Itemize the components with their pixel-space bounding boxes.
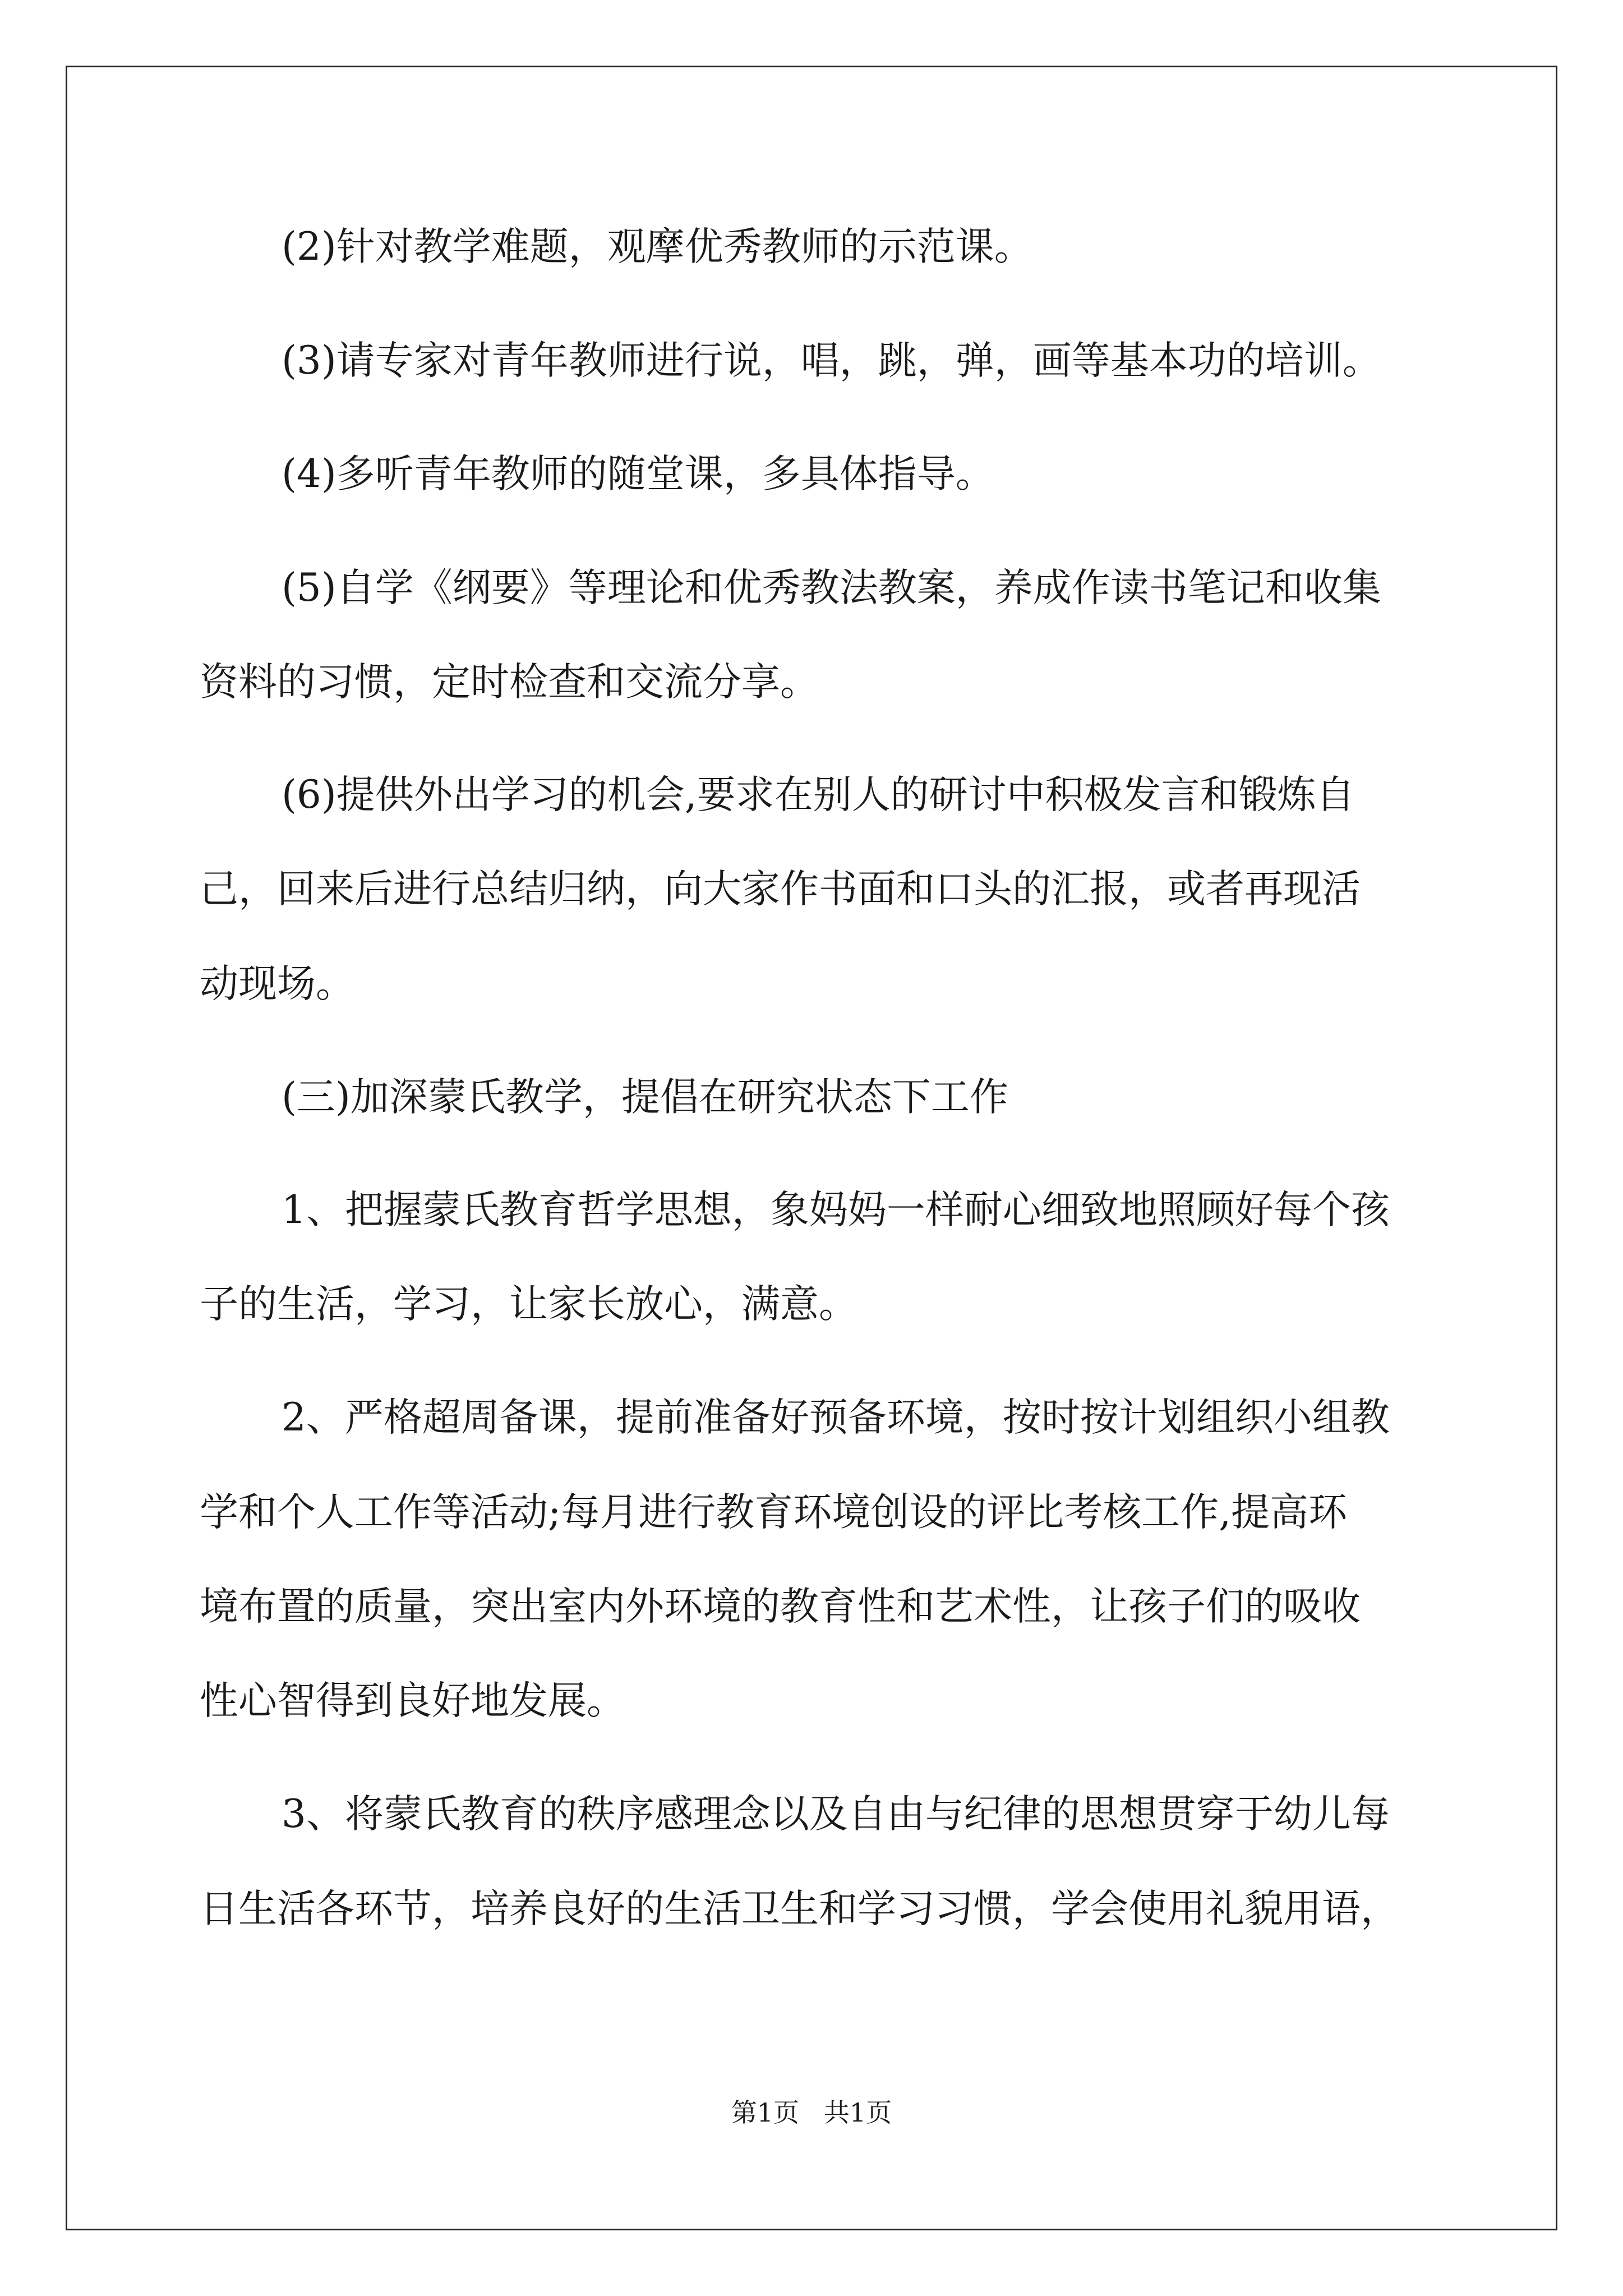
paragraph-line: 子的生活，学习，让家长放心，满意。 bbox=[200, 1282, 857, 1327]
paragraph-line: 学和个人工作等活动;每月进行教育环境创设的评比考核工作,提高环 bbox=[200, 1490, 1348, 1535]
section-heading: (三)加深蒙氏教学，提倡在研究状态下工作 bbox=[282, 1075, 1008, 1120]
paragraph-line: 1、把握蒙氏教育哲学思想，象妈妈一样耐心细致地照顾好每个孩 bbox=[282, 1188, 1390, 1232]
paragraph-line: (2)针对教学难题，观摩优秀教师的示范课。 bbox=[282, 224, 1033, 269]
paragraph-line: 资料的习惯，定时检查和交流分享。 bbox=[200, 660, 819, 705]
paragraph-line: 己，回来后进行总结归纳，向大家作书面和口头的汇报，或者再现活 bbox=[200, 867, 1361, 912]
paragraph-line: (4)多听青年教师的随堂课，多具体指导。 bbox=[282, 452, 994, 496]
paragraph-line: (5)自学《纲要》等理论和优秀教法教案，养成作读书笔记和收集 bbox=[282, 565, 1381, 610]
paragraph-line: (6)提供外出学习的机会,要求在别人的研讨中积极发言和锻炼自 bbox=[282, 772, 1355, 817]
paragraph-line: 境布置的质量，突出室内外环境的教育性和艺术性，让孩子们的吸收 bbox=[200, 1584, 1361, 1629]
paragraph-line: 2、严格超周备课，提前准备好预备环境，按时按计划组织小组教 bbox=[282, 1395, 1390, 1440]
paragraph-line: 动现场。 bbox=[200, 961, 354, 1006]
paragraph-line: 性心智得到良好地发展。 bbox=[200, 1678, 625, 1723]
paragraph-line: (3)请专家对青年教师进行说，唱，跳，弹，画等基本功的培训。 bbox=[282, 338, 1381, 383]
paragraph-line: 3、将蒙氏教育的秩序感理念以及自由与纪律的思想贯穿于幼儿每 bbox=[282, 1792, 1390, 1837]
page-footer: 第1页 共1页 bbox=[731, 2097, 892, 2128]
paragraph-line: 日生活各环节，培养良好的生活卫生和学习习惯，学会使用礼貌用语， bbox=[200, 1887, 1399, 1931]
